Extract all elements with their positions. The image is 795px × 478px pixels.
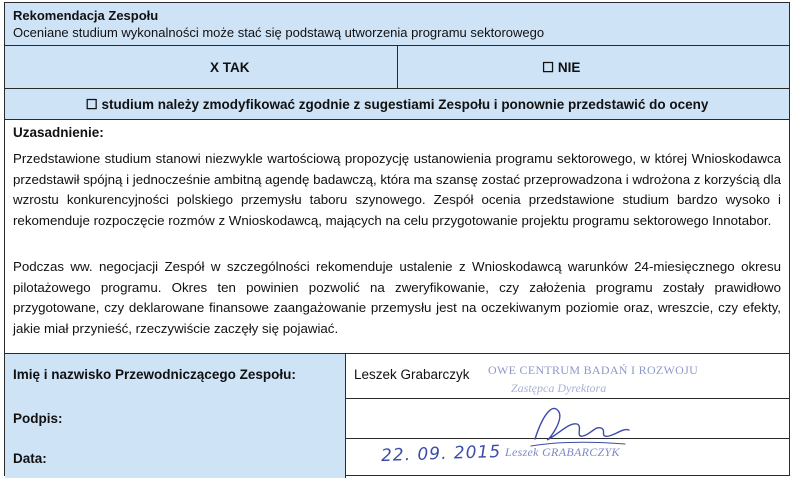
handwritten-signature [525, 394, 635, 454]
recommendation-header [5, 3, 789, 45]
justification-paragraph-2: Podczas ww. negocjacji Zespół w szczególności rekomenduje ustalenie z Wnioskodawcą warunków 24-miesięcznego okresu pilotażowego programu. Okres ten powinien pozwolić na zweryfikowanie, czy założenia programu zostały prawidłowo przygotowane, czy deklarowane finansowe zaangażowanie przemysłu jest na oczekiwanym poziomie oraz, wreszcie, czy efekty, jakie miał przynieść, rzeczywiście zaczęły się pojawiać. [13, 259, 781, 336]
choice-divider [397, 46, 398, 88]
recommendation-form [4, 2, 790, 476]
date-label-cell [5, 438, 345, 478]
date-value: 22. 09. 2015 [380, 441, 502, 467]
recommendation-subtitle: Oceniane studium wykonalności może stać się podstawą utworzenia programu sektorowego [13, 25, 545, 40]
stamp-position: Zastępca Dyrektora [511, 381, 607, 395]
signoff-table [5, 353, 789, 477]
recommendation-title: Rekomendacja Zespołu [13, 8, 159, 23]
ink-overlay [345, 354, 789, 477]
justification-heading: Uzasadnienie: [13, 125, 104, 140]
modify-checkbox[interactable]: ☐ studium należy zmodyfikować zgodnie z sugestiami Zespołu i ponownie przedstawić do oceny [85, 97, 709, 112]
chair-label: Imię i nazwisko Przewodniczącego Zespołu: [13, 367, 296, 382]
signature-label: Podpis: [13, 411, 63, 426]
signature-label-cell [5, 398, 345, 438]
yes-checkbox[interactable]: X TAK [210, 60, 250, 75]
modify-option [5, 88, 789, 119]
justification-paragraph-1: Przedstawione studium stanowi niezwykle wartościową propozycję ustanowienia programu sektorowego, w której Wnioskodawca przedstawił spójną i jednocześnie ambitną agendę badawczą, która ma szansę zostać przeprowadzona i wdrożona z korzyścią dla wzrostu konkurencyjności polskiego przemysłu taboru szynowego. Zespół ocenia przedstawione studium bardzo wysoko i rekomenduje rozpoczęcie rozmów z Wnioskodawcą, mających na celu przygotowanie projektu programu sektorowego Innotabor. [13, 151, 781, 228]
chair-name: Leszek Grabarczyk [354, 367, 470, 382]
justification-section [5, 119, 789, 351]
chair-label-cell [5, 354, 345, 398]
yes-no-choice [5, 45, 789, 88]
stamp-name: Leszek GRABARCZYK [505, 445, 620, 459]
no-checkbox[interactable]: ☐ NIE [542, 60, 581, 75]
stamp-institution: OWE CENTRUM BADAŃ I ROZWOJU [488, 363, 699, 377]
date-label: Data: [13, 451, 47, 466]
